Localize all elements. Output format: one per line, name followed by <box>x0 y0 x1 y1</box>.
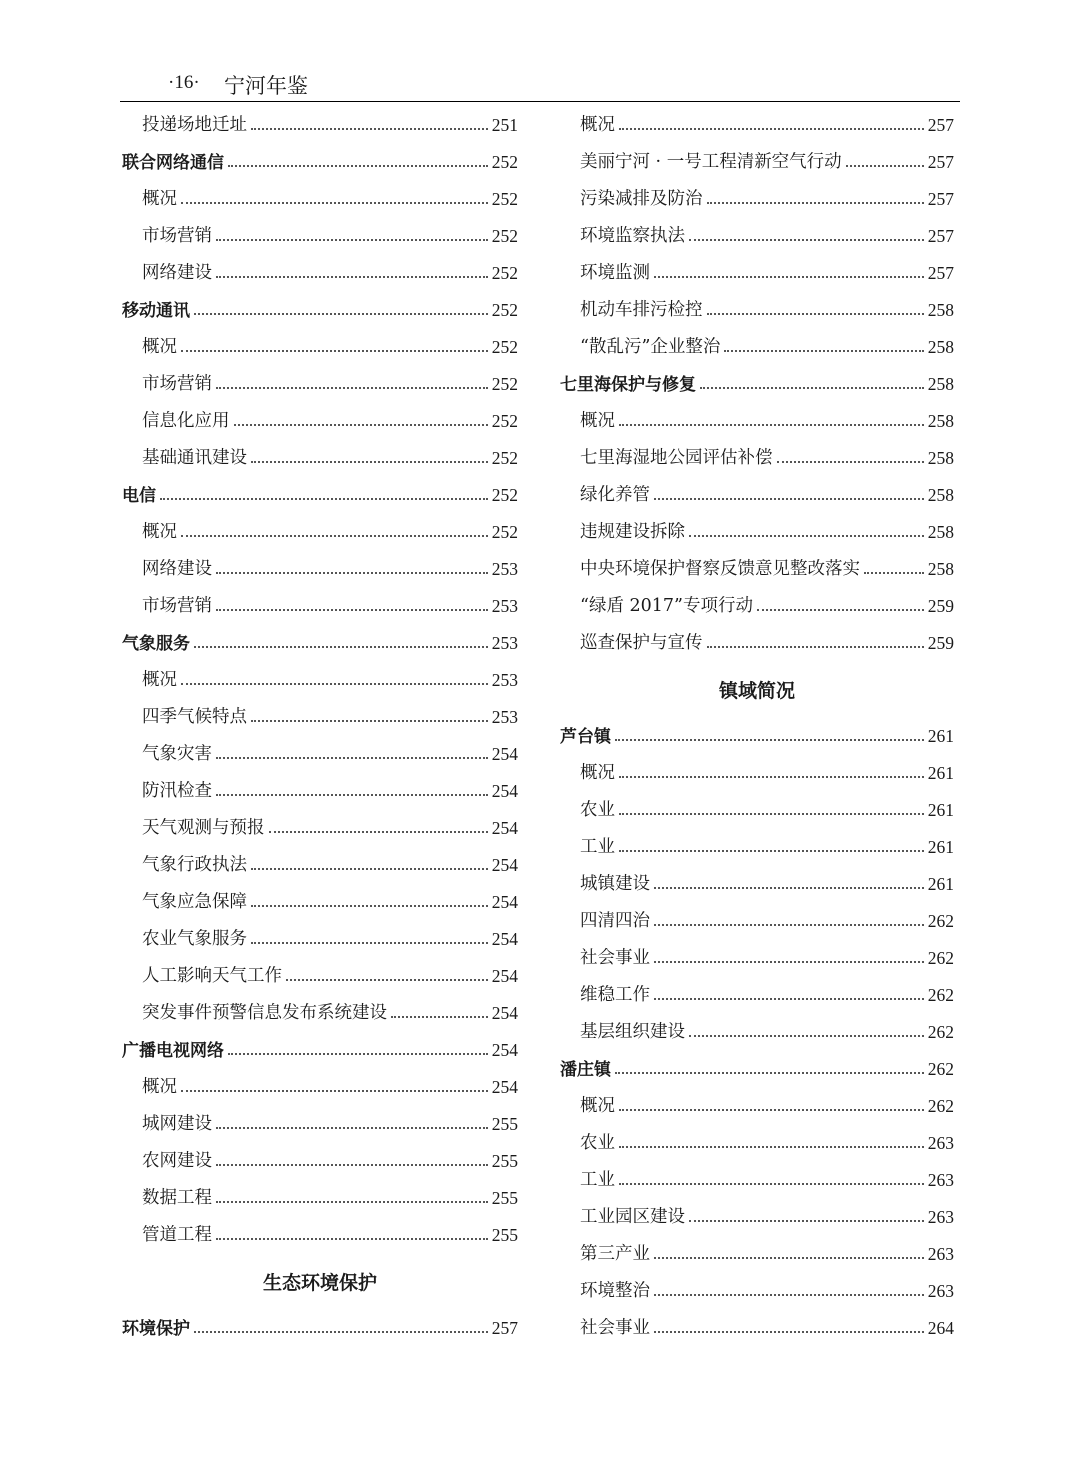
toc-entry-title: 潘庄镇 <box>560 1060 611 1080</box>
toc-entry-page: 258 <box>927 485 954 505</box>
dot-leader <box>689 1220 924 1222</box>
toc-entry-page: 258 <box>927 411 954 431</box>
toc-entry-page: 254 <box>491 855 518 875</box>
toc-entry-title: 社会事业 <box>580 1318 650 1338</box>
toc-entry-page: 261 <box>927 726 954 746</box>
toc-entry-page: 258 <box>927 300 954 320</box>
toc-entry-title: 概况 <box>142 670 177 690</box>
toc-entry-page: 262 <box>927 911 954 931</box>
toc-entry-page: 255 <box>491 1225 518 1245</box>
toc-entry-level2[interactable] <box>560 1158 954 1195</box>
toc-entry-level2[interactable] <box>122 769 518 806</box>
toc-entry-title: 市场营销 <box>142 596 212 616</box>
toc-entry-title: 气象行政执法 <box>142 855 247 875</box>
toc-entry-level2[interactable] <box>122 362 518 399</box>
dot-leader <box>286 979 488 981</box>
dot-leader <box>216 1164 488 1166</box>
toc-entry-title: 移动通讯 <box>122 301 190 321</box>
toc-entry-page: 252 <box>491 411 518 431</box>
toc-entry-page: 258 <box>927 337 954 357</box>
toc-entry-page: 257 <box>491 1318 518 1338</box>
toc-entry-title: 突发事件预警信息发布系统建设 <box>142 1003 387 1023</box>
toc-entry-title: 环境监测 <box>580 263 650 283</box>
toc-entry-level1[interactable] <box>560 362 954 399</box>
toc-entry-level2[interactable] <box>560 1084 954 1121</box>
toc-entry-page: 258 <box>927 522 954 542</box>
dot-leader <box>251 905 488 907</box>
dot-leader <box>707 202 924 204</box>
toc-entry-level1[interactable] <box>122 473 518 510</box>
toc-entry-level1[interactable] <box>560 1047 954 1084</box>
toc-entry-title: 农业 <box>580 800 615 820</box>
toc-entry-page: 254 <box>491 1077 518 1097</box>
toc-entry-level2[interactable] <box>122 399 518 436</box>
dot-leader <box>269 831 488 833</box>
dot-leader <box>654 1294 924 1296</box>
toc-entry-level2[interactable] <box>560 436 954 473</box>
dot-leader <box>689 535 924 537</box>
toc-entry-level2[interactable] <box>560 251 954 288</box>
toc-entry-title: 维稳工作 <box>580 985 650 1005</box>
dot-leader <box>619 813 924 815</box>
dot-leader <box>707 646 924 648</box>
toc-entry-title: 基层组织建设 <box>580 1022 685 1042</box>
dot-leader <box>654 498 924 500</box>
dot-leader <box>228 165 488 167</box>
toc-entry-page: 253 <box>491 559 518 579</box>
dot-leader <box>216 609 488 611</box>
page-header <box>120 68 960 102</box>
toc-entry-page: 262 <box>927 1096 954 1116</box>
toc-entry-level2[interactable] <box>122 843 518 880</box>
toc-entry-title: 概况 <box>142 189 177 209</box>
dot-leader <box>216 794 488 796</box>
dot-leader <box>654 1257 924 1259</box>
toc-entry-title: 概况 <box>580 115 615 135</box>
toc-entry-page: 257 <box>927 189 954 209</box>
toc-entry-title: “绿盾 2017”专项行动 <box>580 596 753 616</box>
dot-leader <box>194 646 488 648</box>
dot-leader <box>689 1035 924 1037</box>
toc-entry-page: 255 <box>491 1151 518 1171</box>
toc-entry-level2[interactable] <box>122 251 518 288</box>
toc-entry-page: 253 <box>491 596 518 616</box>
toc-entry-level2[interactable] <box>122 658 518 695</box>
toc-entry-page: 253 <box>491 633 518 653</box>
dot-leader <box>619 850 924 852</box>
toc-left-column <box>122 103 518 1343</box>
toc-entry-level2[interactable] <box>122 103 518 140</box>
toc-entry-title: 环境监察执法 <box>580 226 685 246</box>
dot-leader <box>619 1146 924 1148</box>
toc-entry-level2[interactable] <box>560 288 954 325</box>
toc-entry-page: 263 <box>927 1281 954 1301</box>
toc-entry-level2[interactable] <box>560 1232 954 1269</box>
dot-leader <box>194 313 488 315</box>
toc-entry-page: 257 <box>927 263 954 283</box>
toc-entry-title: 防汛检查 <box>142 781 212 801</box>
toc-entry-level2[interactable] <box>122 1213 518 1250</box>
toc-entry-page: 261 <box>927 763 954 783</box>
toc-entry-level2[interactable] <box>560 325 954 362</box>
dot-leader <box>216 757 488 759</box>
dot-leader <box>181 202 488 204</box>
dot-leader <box>216 1127 488 1129</box>
dot-leader <box>228 1053 488 1055</box>
toc-entry-level2[interactable] <box>560 1195 954 1232</box>
toc-entry-page: 262 <box>927 1022 954 1042</box>
toc-entry-title: 天气观测与预报 <box>142 818 265 838</box>
dot-leader <box>654 276 924 278</box>
toc-entry-level2[interactable] <box>560 399 954 436</box>
dot-leader <box>251 868 488 870</box>
toc-entry-page: 257 <box>927 152 954 172</box>
toc-entry-page: 263 <box>927 1170 954 1190</box>
dot-leader <box>654 961 924 963</box>
toc-entry-title: 农业 <box>580 1133 615 1153</box>
dot-leader <box>216 387 488 389</box>
toc-entry-level1[interactable] <box>122 621 518 658</box>
toc-entry-title: 绿化养管 <box>580 485 650 505</box>
toc-entry-level2[interactable] <box>122 695 518 732</box>
toc-entry-level2[interactable] <box>560 862 954 899</box>
toc-entry-page: 252 <box>491 448 518 468</box>
dot-leader <box>864 572 924 574</box>
dot-leader <box>181 535 488 537</box>
toc-entry-title: 七里海湿地公园评估补偿 <box>580 448 773 468</box>
toc-entry-title: 芦台镇 <box>560 727 611 747</box>
toc-entry-page: 252 <box>491 226 518 246</box>
toc-entry-page: 263 <box>927 1207 954 1227</box>
toc-entry-level2[interactable] <box>560 788 954 825</box>
toc-entry-level2[interactable] <box>560 899 954 936</box>
dot-leader <box>757 609 924 611</box>
toc-entry-page: 252 <box>491 152 518 172</box>
toc-entry-page: 254 <box>491 966 518 986</box>
page-number: ·16· <box>168 72 200 93</box>
toc-entry-level2[interactable] <box>560 547 954 584</box>
toc-entry-level2[interactable] <box>560 473 954 510</box>
toc-entry-title: 广播电视网络 <box>122 1041 224 1061</box>
toc-entry-page: 252 <box>491 522 518 542</box>
toc-entry-level2[interactable] <box>122 1065 518 1102</box>
toc-entry-page: 262 <box>927 1059 954 1079</box>
toc-entry-level2[interactable] <box>122 547 518 584</box>
dot-leader <box>216 572 488 574</box>
toc-entry-title: 工业 <box>580 837 615 857</box>
toc-entry-level2[interactable] <box>122 1176 518 1213</box>
toc-entry-title: 投递场地迁址 <box>142 115 247 135</box>
dot-leader <box>216 239 488 241</box>
toc-entry-page: 252 <box>491 263 518 283</box>
dot-leader <box>216 276 488 278</box>
toc-entry-level1[interactable] <box>122 288 518 325</box>
toc-entry-title: 城网建设 <box>142 1114 212 1134</box>
toc-entry-title: 概况 <box>142 522 177 542</box>
toc-entry-page: 253 <box>491 707 518 727</box>
toc-entry-level2[interactable] <box>560 751 954 788</box>
toc-entry-title: 农网建设 <box>142 1151 212 1171</box>
toc-entry-title: 农业气象服务 <box>142 929 247 949</box>
header-rule <box>120 101 960 102</box>
toc-entry-title: 工业园区建设 <box>580 1207 685 1227</box>
toc-entry-level2[interactable] <box>560 1010 954 1047</box>
toc-entry-page: 251 <box>491 115 518 135</box>
toc-entry-level2[interactable] <box>560 140 954 177</box>
toc-entry-level2[interactable] <box>122 214 518 251</box>
toc-entry-title: 环境整治 <box>580 1281 650 1301</box>
toc-entry-page: 252 <box>491 374 518 394</box>
toc-entry-title: 四清四治 <box>580 911 650 931</box>
dot-leader <box>251 942 488 944</box>
toc-entry-title: 概况 <box>580 411 615 431</box>
toc-entry-level2[interactable] <box>560 621 954 658</box>
toc-right-column <box>560 103 954 1343</box>
toc-entry-page: 254 <box>491 1040 518 1060</box>
dot-leader <box>251 720 488 722</box>
toc-entry-level2[interactable] <box>122 806 518 843</box>
toc-entry-page: 262 <box>927 985 954 1005</box>
toc-entry-page: 263 <box>927 1244 954 1264</box>
toc-entry-level2[interactable] <box>560 825 954 862</box>
toc-entry-title: 气象灾害 <box>142 744 212 764</box>
toc-entry-level2[interactable] <box>122 880 518 917</box>
toc-entry-level2[interactable] <box>122 177 518 214</box>
dot-leader <box>251 461 488 463</box>
toc-entry-level1[interactable] <box>122 140 518 177</box>
dot-leader <box>619 128 924 130</box>
toc-entry-title: 联合网络通信 <box>122 153 224 173</box>
toc-entry-title: 信息化应用 <box>142 411 230 431</box>
toc-entry-title: 网络建设 <box>142 263 212 283</box>
toc-entry-title: 四季气候特点 <box>142 707 247 727</box>
section-heading: 镇域简况 <box>718 679 795 702</box>
toc-entry-title: 中央环境保护督察反馈意见整改落实 <box>580 559 860 579</box>
dot-leader <box>654 887 924 889</box>
toc-entry-title: 概况 <box>142 1077 177 1097</box>
toc-entry-title: 巡查保护与宣传 <box>580 633 703 653</box>
toc-entry-page: 261 <box>927 800 954 820</box>
toc-entry-title: 人工影响天气工作 <box>142 966 282 986</box>
toc-entry-title: 基础通讯建设 <box>142 448 247 468</box>
dot-leader <box>619 776 924 778</box>
toc-entry-page: 261 <box>927 874 954 894</box>
toc-entry-page: 254 <box>491 929 518 949</box>
toc-entry-level1[interactable] <box>122 1306 518 1343</box>
toc-entry-level2[interactable] <box>122 991 518 1028</box>
section-heading: 生态环境保护 <box>262 1271 377 1294</box>
toc-entry-page: 254 <box>491 781 518 801</box>
toc-entry-title: 七里海保护与修复 <box>560 375 696 395</box>
dot-leader <box>216 1201 488 1203</box>
toc-entry-title: 气象应急保障 <box>142 892 247 912</box>
toc-entry-page: 258 <box>927 448 954 468</box>
dot-leader <box>615 739 924 741</box>
toc-entry-title: 机动车排污检控 <box>580 300 703 320</box>
dot-leader <box>391 1016 488 1018</box>
dot-leader <box>181 350 488 352</box>
dot-leader <box>846 165 924 167</box>
toc-entry-level2[interactable] <box>560 1306 954 1343</box>
dot-leader <box>654 1331 924 1333</box>
toc-entry-page: 252 <box>491 300 518 320</box>
toc-entry-page: 259 <box>927 596 954 616</box>
toc-entry-title: “散乱污”企业整治 <box>580 337 721 357</box>
toc-entry-title: 气象服务 <box>122 634 190 654</box>
toc-entry-page: 258 <box>927 374 954 394</box>
toc-entry-level2[interactable] <box>560 973 954 1010</box>
toc-entry-level2[interactable] <box>122 325 518 362</box>
toc-entry-level1[interactable] <box>560 714 954 751</box>
toc-entry-title: 美丽宁河 · 一号工程清新空气行动 <box>580 152 842 172</box>
toc-entry-page: 253 <box>491 670 518 690</box>
toc-entry-title: 第三产业 <box>580 1244 650 1264</box>
toc-entry-page: 252 <box>491 337 518 357</box>
dot-leader <box>181 1090 488 1092</box>
toc-entry-level2[interactable] <box>560 103 954 140</box>
toc-entry-page: 258 <box>927 559 954 579</box>
toc-entry-title: 网络建设 <box>142 559 212 579</box>
dot-leader <box>707 313 924 315</box>
toc-entry-level2[interactable] <box>122 954 518 991</box>
toc-entry-page: 262 <box>927 948 954 968</box>
toc-entry-page: 263 <box>927 1133 954 1153</box>
toc-entry-page: 254 <box>491 892 518 912</box>
dot-leader <box>619 1109 924 1111</box>
toc-entry-level2[interactable] <box>560 936 954 973</box>
toc-entry-level2[interactable] <box>122 1102 518 1139</box>
dot-leader <box>724 350 923 352</box>
dot-leader <box>160 498 488 500</box>
toc-entry-title: 环境保护 <box>122 1319 190 1339</box>
toc-entry-level2[interactable] <box>122 436 518 473</box>
toc-entry-title: 社会事业 <box>580 948 650 968</box>
dot-leader <box>654 924 924 926</box>
dot-leader <box>234 424 488 426</box>
toc-entry-level2[interactable] <box>122 584 518 621</box>
toc-entry-level2[interactable] <box>122 510 518 547</box>
toc-entry-level2[interactable] <box>560 584 954 621</box>
toc-entry-title: 市场营销 <box>142 374 212 394</box>
toc-entry-title: 概况 <box>580 763 615 783</box>
toc-entry-level2[interactable] <box>560 510 954 547</box>
toc-entry-title: 工业 <box>580 1170 615 1190</box>
toc-entry-page: 259 <box>927 633 954 653</box>
dot-leader <box>777 461 924 463</box>
dot-leader <box>251 128 488 130</box>
toc-entry-page: 257 <box>927 226 954 246</box>
toc-entry-level2[interactable] <box>122 1139 518 1176</box>
toc-entry-page: 255 <box>491 1114 518 1134</box>
toc-entry-title: 城镇建设 <box>580 874 650 894</box>
toc-entry-title: 污染减排及防治 <box>580 189 703 209</box>
toc-entry-title: 管道工程 <box>142 1225 212 1245</box>
toc-entry-page: 257 <box>927 115 954 135</box>
toc-entry-level2[interactable] <box>560 1121 954 1158</box>
toc-entry-title: 概况 <box>142 337 177 357</box>
dot-leader <box>689 239 924 241</box>
dot-leader <box>619 1183 924 1185</box>
toc-entry-level2[interactable] <box>122 732 518 769</box>
toc-entry-page: 254 <box>491 744 518 764</box>
running-title: 宁河年鉴 <box>224 74 308 98</box>
toc-entry-title: 市场营销 <box>142 226 212 246</box>
toc-entry-level2[interactable] <box>560 214 954 251</box>
toc-entry-level2[interactable] <box>560 177 954 214</box>
toc-entry-level2[interactable] <box>122 917 518 954</box>
toc-entry-page: 261 <box>927 837 954 857</box>
dot-leader <box>181 683 488 685</box>
dot-leader <box>216 1238 488 1240</box>
toc-entry-page: 255 <box>491 1188 518 1208</box>
toc-entry-title: 数据工程 <box>142 1188 212 1208</box>
toc-entry-title: 违规建设拆除 <box>580 522 685 542</box>
toc-entry-page: 254 <box>491 818 518 838</box>
toc-entry-level2[interactable] <box>560 1269 954 1306</box>
toc-entry-title: 概况 <box>580 1096 615 1116</box>
toc-entry-page: 252 <box>491 485 518 505</box>
toc-entry-level1[interactable] <box>122 1028 518 1065</box>
dot-leader <box>700 387 924 389</box>
dot-leader <box>619 424 924 426</box>
toc-entry-title: 电信 <box>122 486 156 506</box>
toc-entry-page: 252 <box>491 189 518 209</box>
dot-leader <box>194 1331 488 1333</box>
toc-entry-page: 254 <box>491 1003 518 1023</box>
dot-leader <box>654 998 924 1000</box>
dot-leader <box>615 1072 924 1074</box>
toc-entry-page: 264 <box>927 1318 954 1338</box>
